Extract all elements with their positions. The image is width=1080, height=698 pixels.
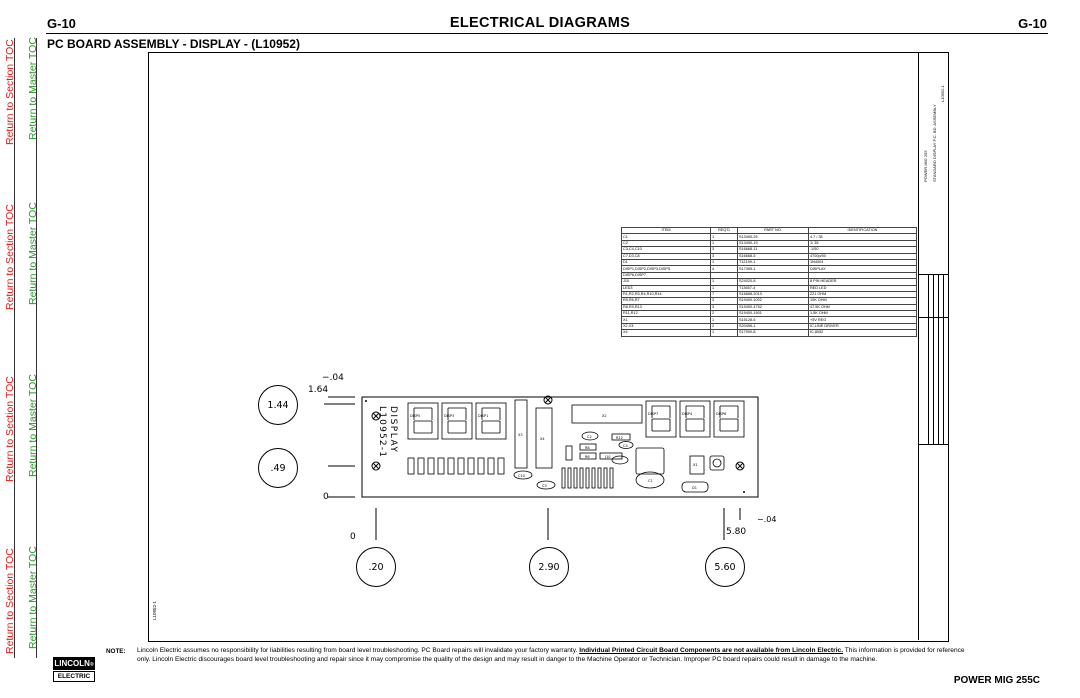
bom-cell: 10K OHM <box>809 298 917 304</box>
return-to-master-toc-link[interactable]: Return to Master TOC <box>27 546 39 649</box>
bom-cell: 3 <box>711 247 738 253</box>
mounting-hole <box>736 462 744 470</box>
return-to-master-toc-link[interactable]: Return to Master TOC <box>27 37 39 140</box>
bom-cell: 1 <box>711 259 738 265</box>
bom-cell: IC,LINE DRIVER <box>809 323 917 329</box>
bom-cell: S20496-1 <box>738 323 809 329</box>
disp-label: DISP7 <box>648 412 659 416</box>
seven-segment-digit <box>482 408 500 433</box>
bom-cell: DISP6,DISP7 <box>622 272 711 278</box>
logo-lincoln-text: LINCOLN® <box>54 659 94 668</box>
bom-cell: DISP1,DISP2,DISP3,DISP5 <box>622 266 711 272</box>
bom-header-part: PART NO. <box>738 228 809 234</box>
dimension-5-80: 5.80 <box>726 527 747 537</box>
ic-label-x1: X1 <box>693 463 698 467</box>
logo-electric-text: ELECTRIC <box>53 671 95 682</box>
bom-cell: 47.5K OHM <box>809 304 917 310</box>
bom-cell: R8,R9,R13 <box>622 304 711 310</box>
title-block-dwg: L10952-1 <box>940 85 945 102</box>
bom-cell: RED LED <box>809 285 917 291</box>
bom-cell: IC,8052 <box>809 330 917 336</box>
label-c2: C2 <box>587 435 592 439</box>
bom-cell: D1 <box>622 259 711 265</box>
bom-cell: 1.5K OHM <box>809 311 917 317</box>
bom-cell: 3 <box>711 304 738 310</box>
dimension-5-60: 5.60 <box>705 547 745 587</box>
pin1-marker <box>743 491 745 493</box>
label-c4: C4 <box>623 444 628 448</box>
disp-label: DISP3 <box>444 414 455 418</box>
label-r6: R6 <box>585 455 590 459</box>
bom-cell: T12199-1 <box>738 259 809 265</box>
bom-cell: T13657-4 <box>738 285 809 291</box>
bom-cell: 1 <box>711 240 738 246</box>
bom-cell: 1 <box>711 285 738 291</box>
ic-label-x3: X3 <box>518 433 523 437</box>
dimension-zero-bottom: 0 <box>350 532 356 542</box>
pc-board-drawing <box>250 370 770 600</box>
disp-label: DISP6 <box>716 412 727 416</box>
return-to-section-toc-link[interactable]: Return to Section TOC <box>4 548 16 654</box>
seven-segment-digit <box>720 406 738 431</box>
dimension-1-64: 1.64 <box>308 385 329 395</box>
label-j10: J10 <box>605 455 611 459</box>
seven-segment-digit <box>652 406 670 431</box>
note-text-a: Lincoln Electric assumes no responsibility for liabilities resulting from board level troubleshooting. PC Board repairs will invalidate your factory warranty. <box>137 647 580 654</box>
page-title: ELECTRICAL DIAGRAMS <box>449 15 631 31</box>
bom-cell: X2,X3 <box>622 323 711 329</box>
dimension-zero-left: 0 <box>323 492 329 502</box>
label-c1: C1 <box>648 479 653 483</box>
return-to-master-toc-link[interactable]: Return to Master TOC <box>27 374 39 477</box>
bom-cell: 2 <box>711 323 738 329</box>
dimension-2-90: 2.90 <box>529 547 569 587</box>
bom-cell: 4.7 / 35 <box>809 234 917 240</box>
bom-cell: C1 <box>622 234 711 240</box>
return-to-master-toc-link[interactable]: Return to Master TOC <box>27 202 39 305</box>
return-to-section-toc-link[interactable]: Return to Section TOC <box>4 39 16 145</box>
board-label-part: L10952-1 <box>377 406 387 459</box>
page-code-right: G-10 <box>1018 16 1047 31</box>
bom-cell: X1 <box>622 317 711 323</box>
label-r8: R8 <box>585 446 590 450</box>
label-c10: C10 <box>518 474 525 478</box>
note-text-emphasis: Individual Printed Circuit Board Components are not available from Lincoln Electric. <box>579 647 844 654</box>
bom-cell: S15128-5 <box>738 317 809 323</box>
bom-cell: +5V REG <box>809 317 917 323</box>
bom-cell: 8 PIN HEADER <box>809 279 917 285</box>
bom-cell: S16668-2010 <box>738 291 809 297</box>
disp-label: DISP1 <box>478 414 489 418</box>
board-label-display: DISPLAY <box>388 406 398 454</box>
bom-cell: 1 <box>711 330 738 336</box>
bom-cell: R5,R6,R7 <box>622 298 711 304</box>
bom-cell: LED3 <box>622 285 711 291</box>
bom-cell: S13490-25 <box>738 234 809 240</box>
mounting-hole <box>372 462 380 470</box>
bom-table <box>621 227 917 337</box>
label-c3: C3 <box>542 484 547 488</box>
component-block <box>636 448 664 474</box>
bom-cell: S16668-11 <box>738 247 809 253</box>
section-subtitle: PC BOARD ASSEMBLY - DISPLAY - (L10952) <box>47 37 300 51</box>
bom-cell: 7 <box>711 291 738 297</box>
component-square <box>710 456 724 470</box>
bom-header-item: ITEM <box>622 228 711 234</box>
bom-cell: 1/ 35 <box>809 240 917 246</box>
led3 <box>566 446 572 460</box>
bom-cell: 1 <box>711 317 738 323</box>
bom-cell: J10 <box>622 279 711 285</box>
ic-label-x2: X2 <box>602 414 607 418</box>
bom-cell: C2 <box>622 240 711 246</box>
table-row <box>622 330 917 336</box>
bom-cell: 3 <box>711 298 738 304</box>
bom-header-reqd: REQ'D <box>711 228 738 234</box>
bom-cell: X4 <box>622 330 711 336</box>
bom-cell: 4700p/50 <box>809 253 917 259</box>
bom-cell: 4 <box>711 266 738 272</box>
bom-cell: 2 <box>711 311 738 317</box>
page-code-left: G-10 <box>47 16 76 31</box>
bom-cell: S19400-1002 <box>738 298 809 304</box>
header-rule <box>46 33 1048 34</box>
footer-model: POWER MIG 255C <box>953 675 1040 686</box>
bom-header-row <box>622 228 917 234</box>
disp-label: DISP4 <box>682 412 693 416</box>
bom-cell: R1,R2,R3,R4,R10,R14 <box>622 291 711 297</box>
bom-cell: R11,R12 <box>622 311 711 317</box>
ic-x2 <box>572 405 642 423</box>
bom-cell: C3,C4,C10 <box>622 247 711 253</box>
seven-segment-digit <box>686 406 704 431</box>
label-d1: D1 <box>692 486 697 490</box>
pin1-marker <box>365 400 367 402</box>
bom-cell: S19400-1501 <box>738 311 809 317</box>
bom-cell: 1N4004 <box>809 259 917 265</box>
seven-segment-digit <box>414 408 432 433</box>
bom-cell: S17395-1 <box>738 266 809 272</box>
resistor-bank <box>408 458 504 474</box>
dimension-1-44: 1.44 <box>258 385 298 425</box>
bom-cell: S24020-8 <box>738 279 809 285</box>
seven-segment-digit <box>448 408 466 433</box>
bom-cell: 1 <box>711 279 738 285</box>
component-round <box>713 459 721 467</box>
bom-cell: 1 <box>711 234 738 240</box>
lincoln-electric-logo <box>53 657 95 682</box>
note-text-c: This information is provided for reference only. Lincoln Electric discourages board level troubleshooting and repair since it may compromise the quality of the design and may result in danger to the Machine Operator or Technician. Improper PC board repairs could result in damage to the machine. <box>137 647 965 664</box>
dimension-neg-04-bottom: −.04 <box>757 515 777 524</box>
bom-cell: S17900-8 <box>738 330 809 336</box>
note-label: NOTE: <box>106 648 126 655</box>
bom-cell: 3 <box>711 253 738 259</box>
dimension-49: .49 <box>258 448 298 488</box>
capacitor-c7 <box>612 456 628 464</box>
note-text <box>137 646 975 665</box>
disp-label: DISP5 <box>410 414 421 418</box>
return-to-section-toc-link[interactable]: Return to Section TOC <box>4 376 16 482</box>
label-r12: R12 <box>616 436 623 440</box>
title-block-line2: STANDARD DISPLAY P.C. BD. ASSEMBLY <box>932 104 937 182</box>
header-pins <box>562 468 613 488</box>
bom-header-id: IDENTIFICATION <box>809 228 917 234</box>
ic-label-x4: X4 <box>540 437 545 441</box>
title-block <box>918 52 948 640</box>
bom-cell: 221 OHM <box>809 291 917 297</box>
dimension-20: .20 <box>356 547 396 587</box>
bom-cell: S19400-4752 <box>738 304 809 310</box>
bom-cell: .1/50 <box>809 247 917 253</box>
dimension-neg-04-top: −.04 <box>322 373 344 383</box>
title-block-line1: POWER MIG 255 <box>923 150 928 182</box>
return-to-section-toc-link[interactable]: Return to Section TOC <box>4 204 16 310</box>
bom-cell: S13490-19 <box>738 240 809 246</box>
bom-cell: C7,D3,C8 <box>622 253 711 259</box>
drawing-number: L10952-1 <box>152 600 157 620</box>
bom-cell: DISPLAY <box>809 266 917 272</box>
bom-cell: S16668-5 <box>738 253 809 259</box>
